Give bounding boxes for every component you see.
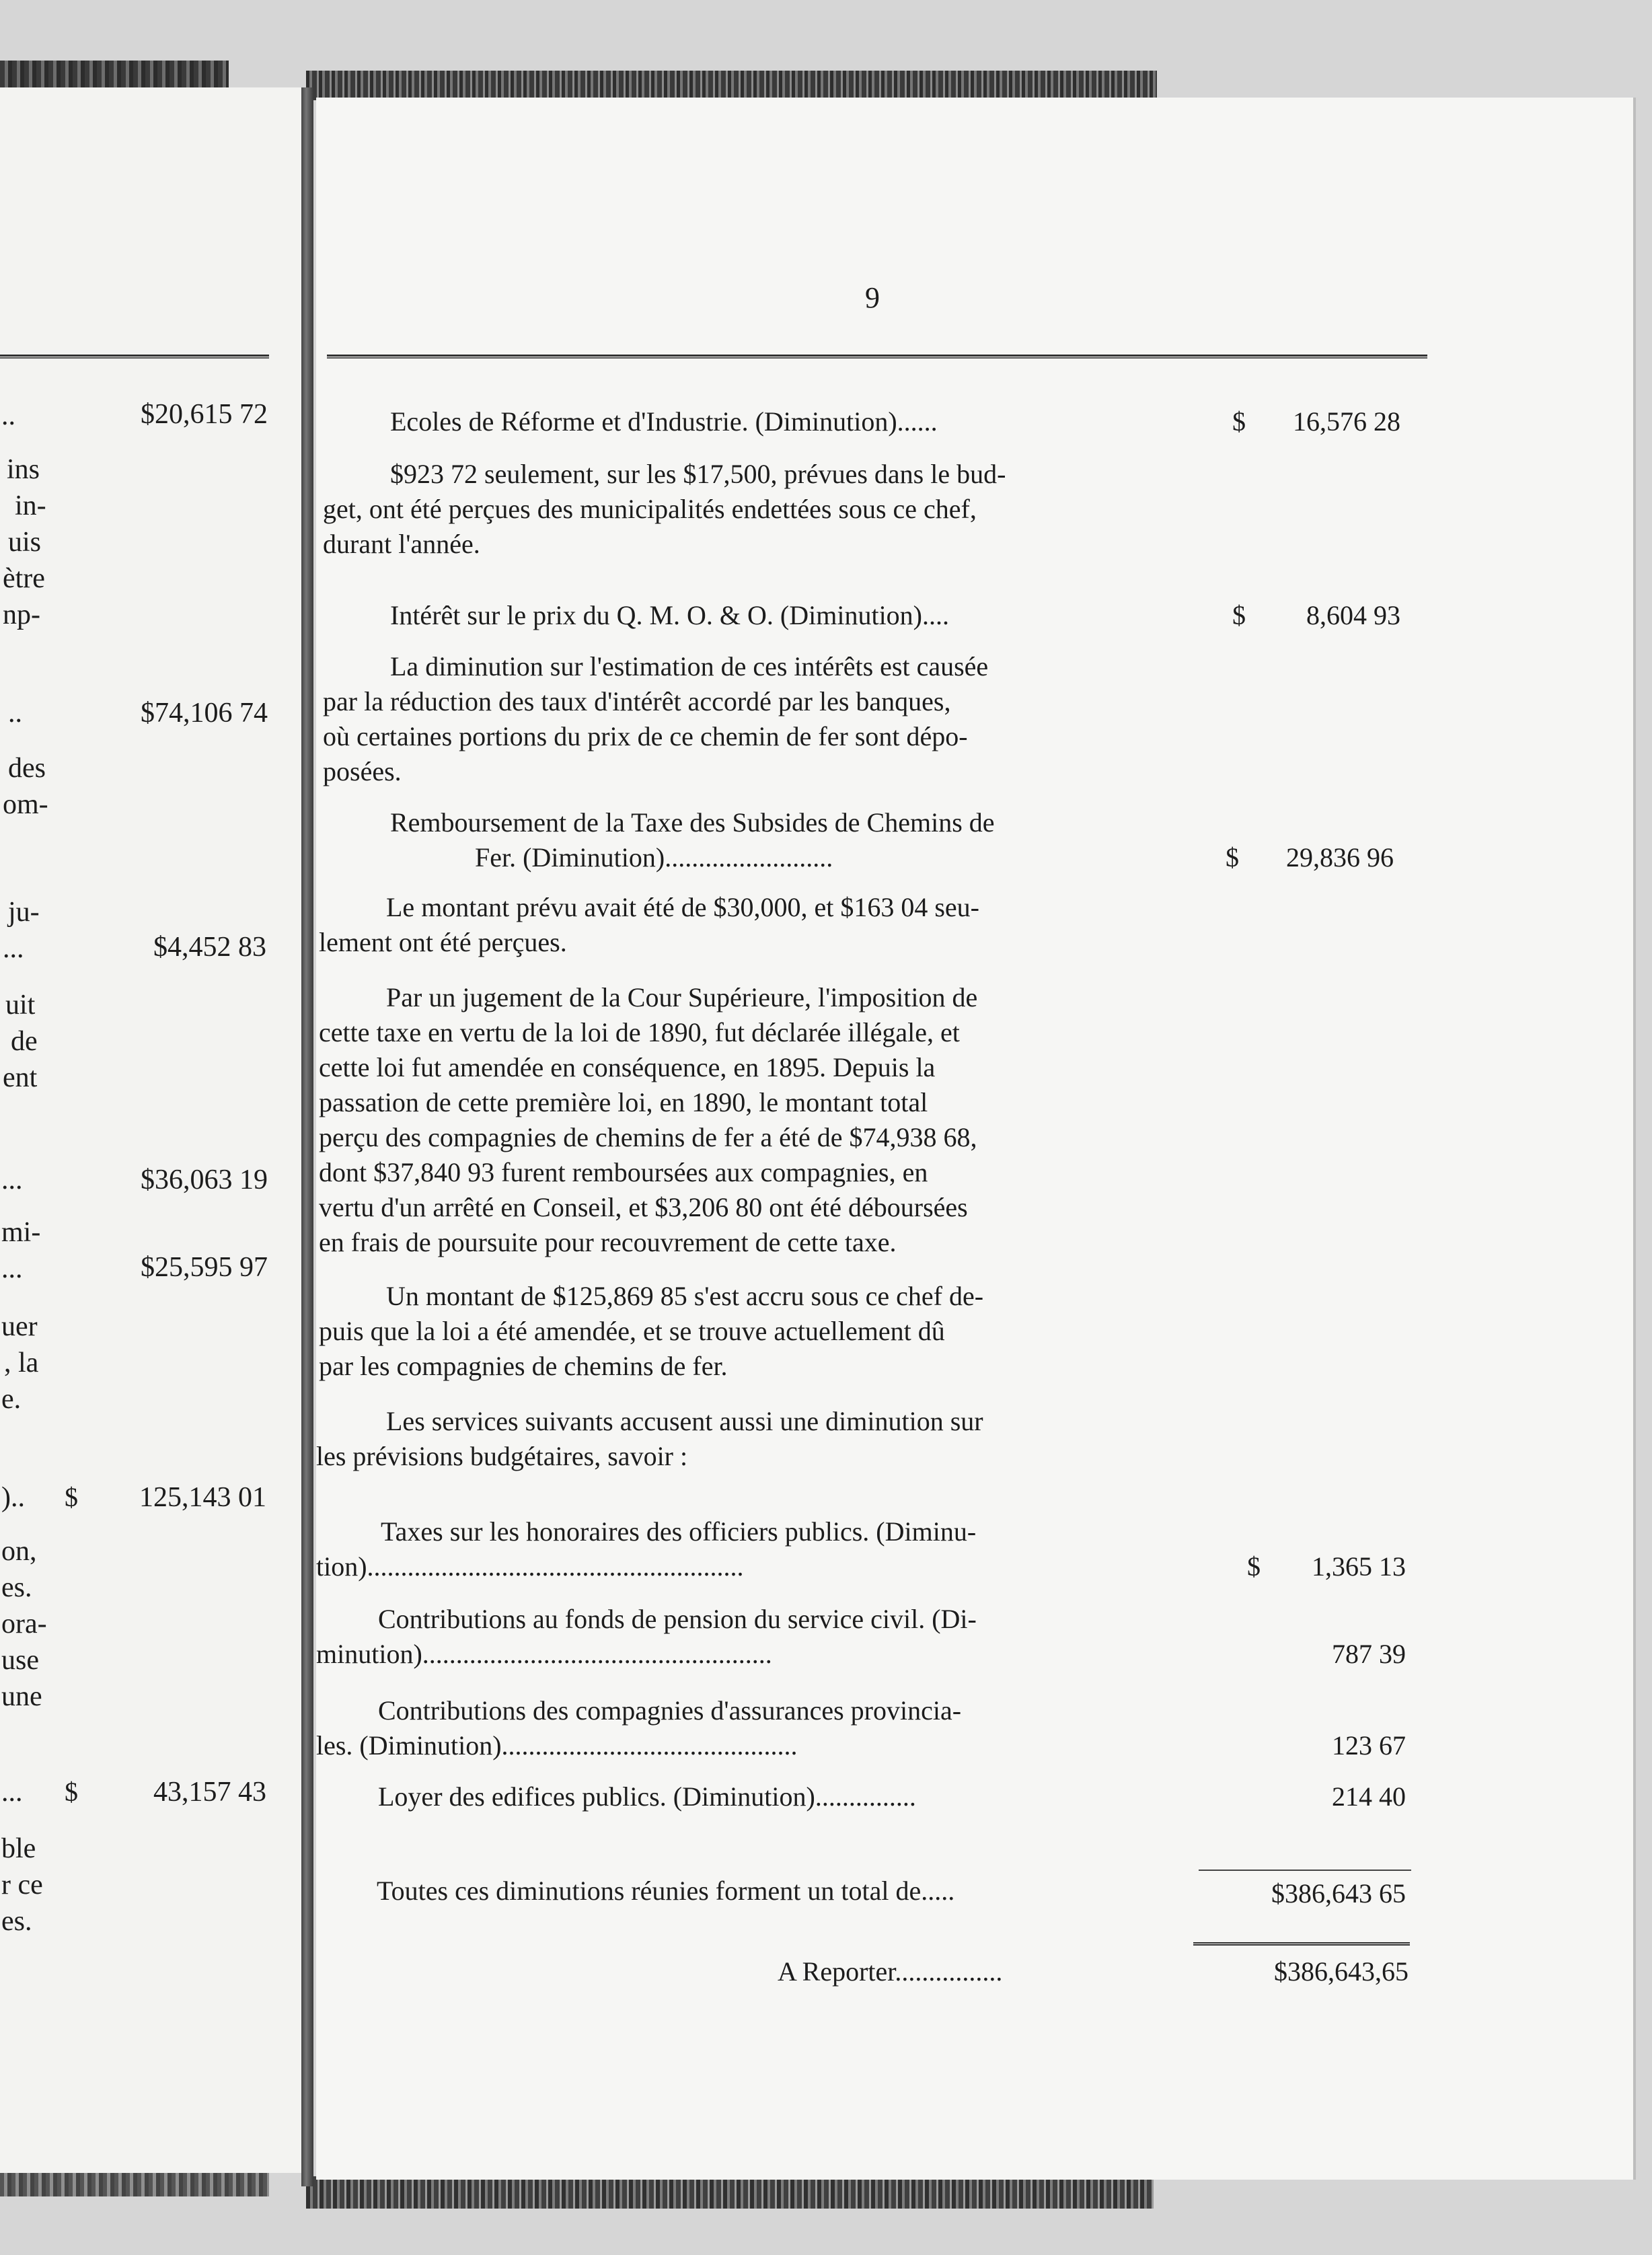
entry-pension-amount: 787 39 — [1332, 1639, 1406, 1669]
entry-remboursement-text: passation de cette première loi, en 1890, le montant total — [319, 1087, 928, 1117]
services-intro-text: les prévisions budgétaires, savoir : — [316, 1441, 688, 1471]
total-label: Toutes ces diminutions réunies forment un total de..... — [377, 1876, 955, 1906]
left-fragment: r ce — [1, 1870, 43, 1900]
left-fragment: , la — [4, 1347, 39, 1378]
entry-remboursement-dollar: $ — [1226, 842, 1239, 873]
entry-remboursement-text: cette taxe en vertu de la loi de 1890, fut déclarée illégale, et — [319, 1017, 960, 1047]
entry-ecoles-label: Ecoles de Réforme et d'Industrie. (Diminution)...... — [390, 406, 938, 437]
left-fragment: mi- — [1, 1217, 41, 1248]
reporter-rule — [1193, 1942, 1410, 1946]
left-amount: $20,615 72 — [141, 399, 268, 430]
reporter-amount: $386,643,65 — [1274, 1956, 1409, 1987]
entry-remboursement-text: en frais de poursuite pour recouvrement de cette taxe. — [319, 1227, 897, 1257]
left-amount: 43,157 43 — [153, 1777, 266, 1808]
entry-remboursement-text: puis que la loi a été amendée, et se trouve actuellement dû — [319, 1316, 945, 1346]
entry-assurances-amount: 123 67 — [1332, 1730, 1406, 1761]
total-rule — [1199, 1870, 1411, 1871]
left-fragment: une — [1, 1681, 42, 1712]
entry-remboursement-text: lement ont été perçues. — [319, 927, 567, 957]
left-fragment: on, — [1, 1536, 37, 1567]
entry-remboursement-text: par les compagnies de chemins de fer. — [319, 1351, 728, 1381]
left-dollar-sign: $ — [65, 1482, 78, 1512]
entry-interet-text: La diminution sur l'estimation de ces intérêts est causée — [390, 651, 989, 681]
entry-remboursement-text: perçu des compagnies de chemins de fer a été de $74,938 68, — [319, 1122, 977, 1152]
entry-interet-dollar: $ — [1232, 600, 1246, 630]
left-fragment: des — [8, 753, 46, 784]
left-header-rule — [0, 355, 269, 359]
header-rule — [327, 355, 1427, 359]
scan-edge-top-right — [306, 71, 1157, 100]
entry-remboursement-text: cette loi fut amendée en conséquence, en 1895. Depuis la — [319, 1052, 936, 1082]
scan-edge-bottom-right — [306, 2176, 1154, 2209]
left-fragment: ... — [3, 933, 24, 964]
left-fragment: ... — [1, 1165, 23, 1195]
entry-remboursement-text: Le montant prévu avait été de $30,000, et $163 04 seu- — [386, 892, 979, 922]
left-fragment: ... — [1, 1253, 23, 1284]
entry-assurances-label-cont: les. (Diminution)............................................ — [316, 1730, 798, 1761]
entry-ecoles-dollar: $ — [1232, 406, 1246, 437]
entry-remboursement-text: Par un jugement de la Cour Supérieure, l'imposition de — [386, 982, 978, 1012]
entry-remboursement-text: dont $37,840 93 furent remboursées aux compagnies, en — [319, 1157, 928, 1187]
left-fragment: .. — [8, 698, 22, 729]
left-fragment: es. — [1, 1906, 32, 1937]
entry-taxes-label: Taxes sur les honoraires des officiers publics. (Diminu- — [381, 1516, 977, 1547]
left-fragment: use — [1, 1645, 39, 1676]
left-fragment: uer — [1, 1311, 38, 1342]
left-fragment: ... — [1, 1777, 23, 1808]
left-fragment: uit — [5, 990, 36, 1021]
left-amount: 125,143 01 — [139, 1482, 266, 1513]
left-fragment: uis — [8, 527, 42, 558]
entry-pension-label-cont: minution).................................................... — [316, 1639, 772, 1669]
entry-remboursement-amount: 29,836 96 — [1286, 842, 1394, 873]
book-spine — [301, 87, 313, 2186]
left-fragment: e. — [1, 1384, 22, 1415]
entry-ecoles-text: get, ont été perçues des municipalités endettées sous ce chef, — [323, 494, 977, 524]
services-intro-text: Les services suivants accusent aussi une diminution sur — [386, 1406, 983, 1436]
entry-loyer-amount: 214 40 — [1332, 1781, 1406, 1812]
left-fragment: ble — [1, 1833, 36, 1864]
left-amount: $4,452 83 — [153, 932, 266, 963]
left-fragment: np- — [3, 599, 40, 630]
entry-interet-label: Intérêt sur le prix du Q. M. O. & O. (Diminution).... — [390, 600, 949, 630]
left-page — [0, 87, 311, 2173]
left-dollar-sign: $ — [65, 1777, 78, 1807]
entry-ecoles-text: $923 72 seulement, sur les $17,500, prévues dans le bud- — [390, 459, 1006, 489]
reporter-label: A Reporter................ — [778, 1956, 1003, 1987]
left-amount: $74,106 74 — [141, 698, 268, 729]
left-fragment: ora- — [1, 1609, 47, 1639]
left-fragment: ins — [7, 454, 40, 485]
left-fragment: ètre — [3, 563, 45, 594]
left-fragment: es. — [1, 1572, 32, 1603]
scan-edge-top-left — [0, 61, 229, 89]
entry-interet-text: posées. — [323, 756, 402, 786]
entry-taxes-amount: 1,365 13 — [1312, 1551, 1406, 1582]
right-page — [316, 98, 1633, 2180]
left-fragment: ju- — [8, 897, 40, 928]
entry-taxes-label-cont: tion)........................................................ — [316, 1551, 744, 1582]
left-fragment: .. — [1, 400, 15, 431]
left-fragment: de — [11, 1026, 38, 1057]
left-fragment: ent — [3, 1062, 38, 1093]
entry-ecoles-text: durant l'année. — [323, 529, 480, 559]
entry-interet-text: où certaines portions du prix de ce chemin de fer sont dépo- — [323, 721, 968, 751]
total-amount: $386,643 65 — [1271, 1878, 1406, 1909]
entry-interet-amount: 8,604 93 — [1306, 600, 1400, 630]
entry-ecoles-amount: 16,576 28 — [1293, 406, 1400, 437]
page-number: 9 — [865, 281, 880, 314]
left-fragment: om- — [3, 789, 48, 820]
left-fragment: in- — [15, 490, 46, 521]
entry-loyer-label: Loyer des edifices publics. (Diminution)............... — [378, 1781, 916, 1812]
entry-assurances-label: Contributions des compagnies d'assurances provincia- — [378, 1695, 962, 1726]
entry-remboursement-text: Un montant de $125,869 85 s'est accru sous ce chef de- — [386, 1281, 984, 1311]
scan-edge-bottom-left — [0, 2170, 269, 2196]
left-amount: $25,595 97 — [141, 1252, 268, 1283]
entry-pension-label: Contributions au fonds de pension du service civil. (Di- — [378, 1604, 977, 1634]
left-fragment: ).. — [1, 1482, 25, 1513]
entry-remboursement-label: Remboursement de la Taxe des Subsides de Chemins de — [390, 807, 995, 838]
entry-remboursement-text: vertu d'un arrêté en Conseil, et $3,206 80 ont été déboursées — [319, 1192, 968, 1222]
left-amount: $36,063 19 — [141, 1165, 268, 1195]
entry-taxes-dollar: $ — [1247, 1551, 1261, 1582]
entry-remboursement-label-cont: Fer. (Diminution)......................... — [475, 842, 833, 873]
entry-interet-text: par la réduction des taux d'intérêt accordé par les banques, — [323, 686, 951, 716]
